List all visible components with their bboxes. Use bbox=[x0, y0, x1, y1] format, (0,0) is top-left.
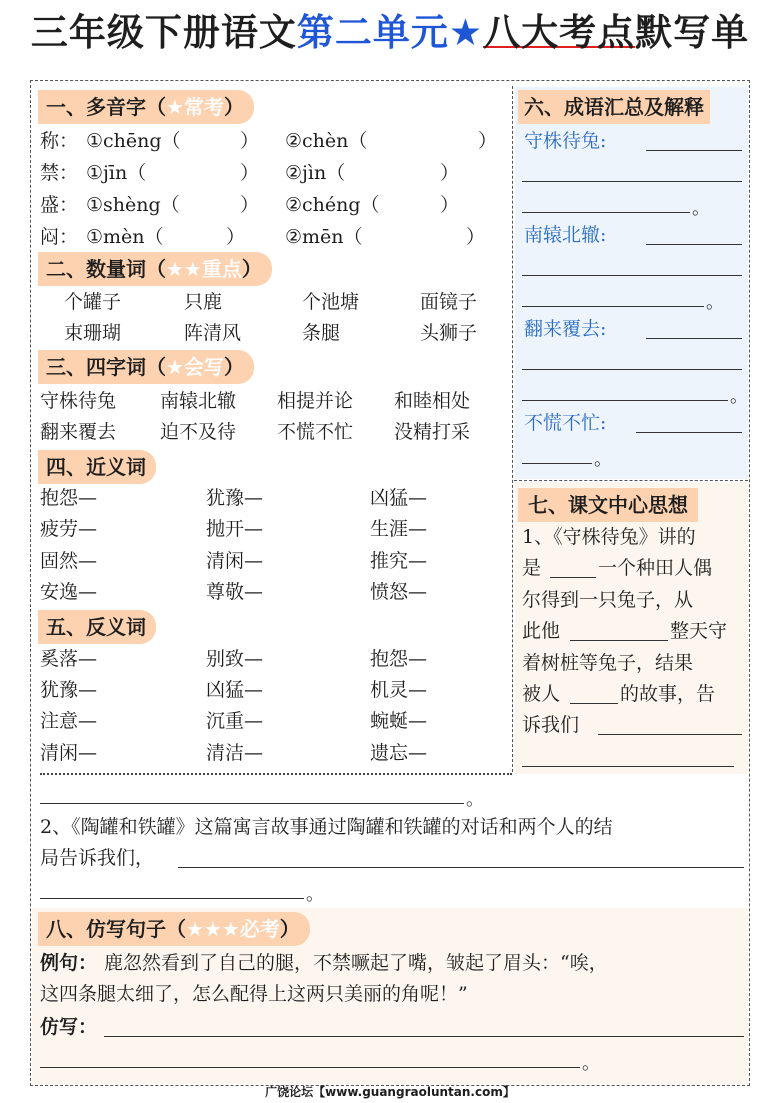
measure-word: 阵清风 bbox=[184, 322, 242, 344]
idiom-word: 不慌不忙 bbox=[277, 421, 354, 443]
section-idioms-header: 六、成语汇总及解释 bbox=[518, 90, 710, 124]
stars-tag: ★★★必考 bbox=[186, 917, 280, 941]
polyphone-reading: ①shèng（ bbox=[86, 194, 180, 216]
antonym-item: 犹豫— bbox=[40, 679, 98, 701]
idiom-label: 不慌不忙: bbox=[524, 412, 607, 434]
answer-line[interactable] bbox=[178, 867, 744, 868]
title-part-unit: 第二单元 bbox=[296, 11, 449, 54]
polyphone-char: 盛： bbox=[40, 194, 79, 216]
synonym-item: 愤怒— bbox=[370, 581, 428, 603]
idiom-label: 守株待兔: bbox=[524, 130, 607, 152]
page-title bbox=[0, 10, 780, 56]
polyphone-reading: ①jīn（ bbox=[86, 162, 147, 184]
idiom-word: 南辕北辙 bbox=[160, 390, 237, 412]
section-synonyms-header: 四、近义词 bbox=[38, 450, 156, 484]
stars-tag: ★★重点 bbox=[166, 257, 242, 281]
answer-line[interactable] bbox=[646, 338, 742, 339]
answer-line[interactable] bbox=[522, 212, 690, 213]
stars-tag: ★会写 bbox=[166, 355, 224, 379]
antonym-item: 清闲— bbox=[40, 742, 98, 764]
antonym-item: 沉重— bbox=[206, 710, 264, 732]
synonym-item: 抱怨— bbox=[40, 487, 98, 509]
synonym-item: 尊敬— bbox=[206, 581, 264, 603]
antonym-item: 奚落— bbox=[40, 648, 98, 670]
polyphone-reading: ②chéng（ bbox=[285, 194, 380, 216]
answer-line[interactable] bbox=[40, 803, 464, 804]
right-divider bbox=[514, 480, 748, 481]
answer-line[interactable] bbox=[646, 150, 742, 151]
antonym-item: 抱怨— bbox=[370, 648, 428, 670]
synonym-item: 生涯— bbox=[370, 518, 428, 540]
example-sentence: 这四条腿太细了，怎么配得上这两只美丽的角呢！” bbox=[40, 983, 468, 1005]
answer-line[interactable] bbox=[598, 734, 742, 735]
synonym-item: 推究— bbox=[370, 550, 428, 572]
idiom-label: 南辕北辙: bbox=[524, 224, 607, 246]
idiom-word: 相提并论 bbox=[277, 390, 354, 412]
measure-word: 束珊瑚 bbox=[64, 322, 122, 344]
idiom-label: 翻来覆去: bbox=[524, 318, 607, 340]
synonym-item: 安逸— bbox=[40, 581, 98, 603]
answer-line[interactable] bbox=[522, 306, 704, 307]
answer-line[interactable] bbox=[522, 766, 734, 767]
antonym-item: 机灵— bbox=[370, 679, 428, 701]
answer-line[interactable] bbox=[570, 640, 668, 641]
answer-line[interactable] bbox=[40, 1067, 580, 1068]
section-measure-words-header: 二、数量词（★★重点） bbox=[38, 252, 272, 286]
antonym-item: 蜿蜒— bbox=[370, 710, 428, 732]
antonym-item: 别致— bbox=[206, 648, 264, 670]
answer-line[interactable] bbox=[550, 577, 596, 578]
synonym-item: 疲劳— bbox=[40, 518, 98, 540]
measure-word: 个池塘 bbox=[302, 291, 360, 313]
measure-word: 只鹿 bbox=[184, 291, 223, 313]
idiom-word: 守株待兔 bbox=[40, 390, 117, 412]
measure-word: 头狮子 bbox=[420, 322, 478, 344]
measure-word: 条腿 bbox=[302, 322, 341, 344]
example-sentence: 鹿忽然看到了自己的腿，不禁噘起了嘴，皱起了眉头：“唉， bbox=[104, 952, 608, 974]
polyphone-reading: ①mèn（ bbox=[86, 226, 164, 248]
title-part-grade: 三年级下册语文 bbox=[30, 11, 297, 54]
measure-word: 个罐子 bbox=[64, 291, 122, 313]
synonym-item: 清闲— bbox=[206, 550, 264, 572]
answer-line[interactable] bbox=[636, 432, 742, 433]
section-antonyms-header: 五、反义词 bbox=[38, 610, 156, 644]
idiom-word: 翻来覆去 bbox=[40, 421, 117, 443]
antonym-item: 清洁— bbox=[206, 742, 264, 764]
section-central-idea-header: 七、课文中心思想 bbox=[518, 488, 698, 522]
answer-line[interactable] bbox=[522, 181, 742, 182]
footer-source: 广饶论坛【www.guangraoluntan.com】 bbox=[265, 1085, 515, 1099]
title-part-points: 八大考点 bbox=[483, 11, 636, 54]
idiom-word: 没精打采 bbox=[394, 421, 471, 443]
example-label: 例句： bbox=[40, 952, 98, 974]
idiom-word: 迫不及待 bbox=[160, 421, 237, 443]
stars-tag: ★常考 bbox=[166, 95, 224, 119]
section-polyphones-header: 一、多音字（★常考） bbox=[38, 90, 254, 124]
polyphone-char: 称： bbox=[40, 130, 79, 152]
answer-line[interactable] bbox=[522, 369, 742, 370]
synonym-item: 固然— bbox=[40, 550, 98, 572]
antonym-item: 遗忘— bbox=[370, 742, 428, 764]
star-icon: ★ bbox=[448, 11, 484, 54]
answer-line[interactable] bbox=[522, 400, 728, 401]
answer-line[interactable] bbox=[522, 463, 592, 464]
section-imitation-header: 八、仿写句子（★★★必考） bbox=[38, 912, 310, 946]
synonym-item: 抛开— bbox=[206, 518, 264, 540]
antonym-item: 注意— bbox=[40, 710, 98, 732]
answer-line[interactable] bbox=[570, 703, 618, 704]
polyphone-reading: ②jìn（ bbox=[285, 162, 346, 184]
polyphone-reading: ②mēn（ bbox=[285, 226, 363, 248]
answer-line[interactable] bbox=[104, 1036, 744, 1037]
answer-line[interactable] bbox=[646, 244, 742, 245]
idiom-word: 和睦相处 bbox=[394, 390, 471, 412]
middle-divider bbox=[40, 773, 512, 775]
synonym-item: 凶猛— bbox=[370, 487, 428, 509]
title-part-sheet: 默写单 bbox=[635, 11, 750, 54]
answer-line[interactable] bbox=[40, 898, 304, 899]
synonym-item: 犹豫— bbox=[206, 487, 264, 509]
answer-line[interactable] bbox=[522, 275, 742, 276]
section-four-char-words-header: 三、四字词（★会写） bbox=[38, 350, 254, 384]
column-divider bbox=[512, 86, 513, 772]
antonym-item: 凶猛— bbox=[206, 679, 264, 701]
measure-word: 面镜子 bbox=[420, 291, 478, 313]
polyphone-char: 禁： bbox=[40, 162, 79, 184]
polyphone-char: 闷： bbox=[40, 226, 79, 248]
polyphone-reading: ②chèn（ bbox=[285, 130, 368, 152]
polyphone-reading: ①chēng（ bbox=[86, 130, 181, 152]
imitate-label: 仿写： bbox=[40, 1016, 98, 1038]
